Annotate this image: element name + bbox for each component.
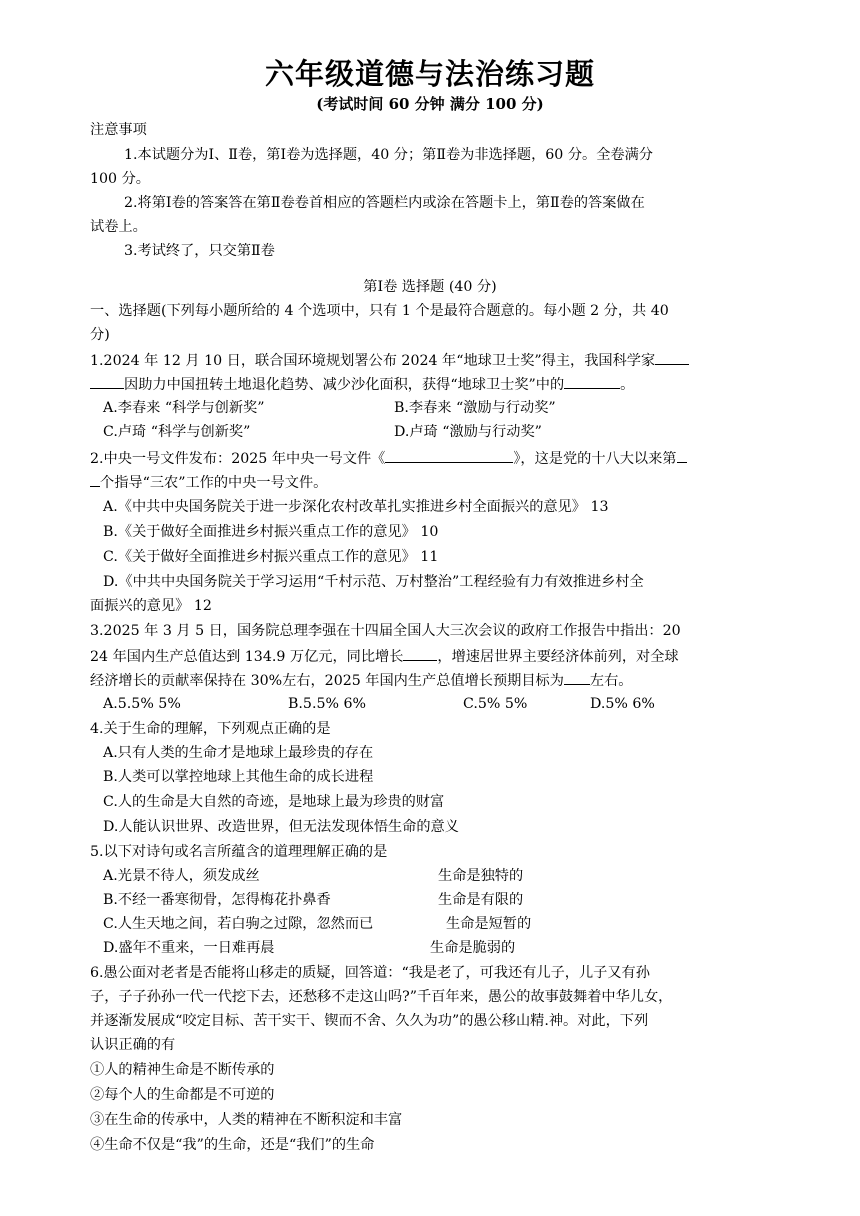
q5-option-c: C.人生天地之间，若白驹之过隙，忽然而已 生命是短暂的 — [103, 916, 532, 932]
q6-stem-d: 认识正确的有 — [90, 1037, 176, 1053]
exam-title: 六年级道德与法治练习题 — [264, 57, 595, 91]
q3-stem-a: 3.2025 年 3 月 5 日，国务院总理李强在十四届全国人大三次会议的政府工作报告中指出：20 — [90, 623, 681, 639]
q3-option-d: D.5% 6% — [590, 696, 655, 712]
q4-option-b: B.人类可以掌控地球上其他生命的成长进程 — [103, 769, 374, 785]
note-2-line-a: 2.将第Ⅰ卷的答案答在第Ⅱ卷卷首相应的答题栏内或涂在答题卡上，第Ⅱ卷的答案做在 — [124, 195, 645, 211]
q1-option-d: D.卢琦 “激励与行动奖” — [394, 424, 542, 440]
q3-stem-c: 经济增长的贡献率保持在 30%左右，2025 年国内生产总值增长预期目标为 左右。 — [90, 669, 633, 691]
q5-option-a: A.光景不待人，须发成丝 生命是独特的 — [103, 868, 524, 884]
q1-option-b: B.李春来 “激励与行动奖” — [394, 400, 556, 416]
answer-blank — [403, 645, 437, 661]
q1-stem-a: 1.2024 年 12 月 10 日，联合国环境规划署公布 2024 年“地球卫士奖”得主，我国科学家 — [90, 349, 689, 371]
exam-subtitle: (考试时间 60 分钟 满分 100 分) — [316, 95, 544, 113]
q6-stem-b: 子，子子孙孙一代一代挖下去，还愁移不走这山吗?”千百年来，愚公的故事鼓舞着中华儿女， — [90, 989, 673, 1005]
note-3: 3.考试终了，只交第Ⅱ卷 — [124, 243, 275, 259]
answer-blank — [90, 471, 100, 487]
answer-blank — [677, 447, 687, 463]
q6-stem-c: 并逐渐发展成“咬定目标、苦干实干、锲而不舍、久久为功”的愚公移山精.神。对此，下列 — [90, 1013, 649, 1029]
section-heading: 第Ⅰ卷 选择题 (40 分) — [363, 279, 497, 295]
q2-option-a: A.《中共中央国务院关于进一步深化农村改革扎实推进乡村全面振兴的意见》 13 — [103, 499, 609, 515]
notes-heading: 注意事项 — [90, 122, 147, 138]
note-1-line-a: 1.本试题分为Ⅰ、Ⅱ卷，第Ⅰ卷为选择题，40 分；第Ⅱ卷为非选择题，60 分。全卷满分 — [124, 147, 653, 163]
q2-option-b: B.《关于做好全面推进乡村振兴重点工作的意见》 10 — [103, 524, 439, 540]
note-2-line-b: 试卷上。 — [90, 219, 147, 235]
q3-stem-b: 24 年国内生产总值达到 134.9 万亿元，同比增长 ，增速居世界主要经济体前列，对全球 — [90, 645, 679, 667]
q2-stem-b: 个指导“三农”工作的中央一号文件。 — [90, 471, 327, 493]
answer-blank — [385, 447, 513, 463]
q4-stem: 4.关于生命的理解，下列观点正确的是 — [90, 721, 331, 737]
answer-blank — [655, 349, 689, 365]
answer-blank — [564, 373, 620, 389]
q1-options-row-2 — [103, 422, 542, 442]
q2-option-c: C.《关于做好全面推进乡村振兴重点工作的意见》 11 — [103, 549, 439, 565]
section-instruction-b: 分) — [90, 327, 110, 343]
q4-option-d: D.人能认识世界、改造世界，但无法发现体悟生命的意义 — [103, 819, 459, 835]
q4-option-a: A.只有人类的生命才是地球上最珍贵的存在 — [103, 745, 374, 761]
q6-statement-2: ②每个人的生命都是不可逆的 — [90, 1087, 275, 1103]
q6-statement-4: ④生命不仅是“我”的生命，还是“我们”的生命 — [90, 1137, 375, 1153]
q3-option-a: A.5.5% 5% — [103, 696, 181, 712]
q5-option-d: D.盛年不重来，一日难再晨 生命是脆弱的 — [103, 940, 516, 956]
q1-stem-b: 因助力中国扭转土地退化趋势、减少沙化面积，获得“地球卫士奖”中的 。 — [90, 373, 634, 395]
q4-option-c: C.人的生命是大自然的奇迹，是地球上最为珍贵的财富 — [103, 794, 445, 810]
q1-option-a: A.李春来 “科学与创新奖” — [103, 400, 265, 416]
q2-stem-a: 2.中央一号文件发布：2025 年中央一号文件《 》，这是党的十八大以来第 — [90, 447, 687, 469]
note-1-line-b: 100 分。 — [90, 171, 150, 187]
q6-stem-a: 6.愚公面对老者是否能将山移走的质疑，回答道：“我是老了，可我还有儿子，儿子又有孙 — [90, 965, 650, 981]
q6-statement-1: ①人的精神生命是不断传承的 — [90, 1062, 275, 1078]
q3-option-b: B.5.5% 6% — [288, 696, 366, 712]
q1-options-row-1 — [103, 398, 556, 418]
q6-statement-3: ③在生命的传承中，人类的精神在不断积淀和丰富 — [90, 1112, 403, 1128]
section-instruction-a: 一、选择题(下列每小题所给的 4 个选项中，只有 1 个是最符合题意的。每小题 2 分，共 40 — [90, 303, 669, 319]
q5-stem: 5.以下对诗句或名言所蕴含的道理理解正确的是 — [90, 844, 388, 860]
answer-blank — [90, 373, 124, 389]
q5-option-b: B.不经一番寒彻骨，怎得梅花扑鼻香 生命是有限的 — [103, 892, 524, 908]
answer-blank — [564, 669, 590, 685]
q1-option-c: C.卢琦 “科学与创新奖” — [103, 424, 251, 440]
q2-option-d-b: 面振兴的意见》 12 — [90, 598, 212, 614]
q3-options — [103, 694, 655, 714]
q2-option-d-a: D.《中共中央国务院关于学习运用“千村示范、万村整治”工程经验有力有效推进乡村全 — [103, 574, 644, 590]
q3-option-c: C.5% 5% — [463, 696, 528, 712]
